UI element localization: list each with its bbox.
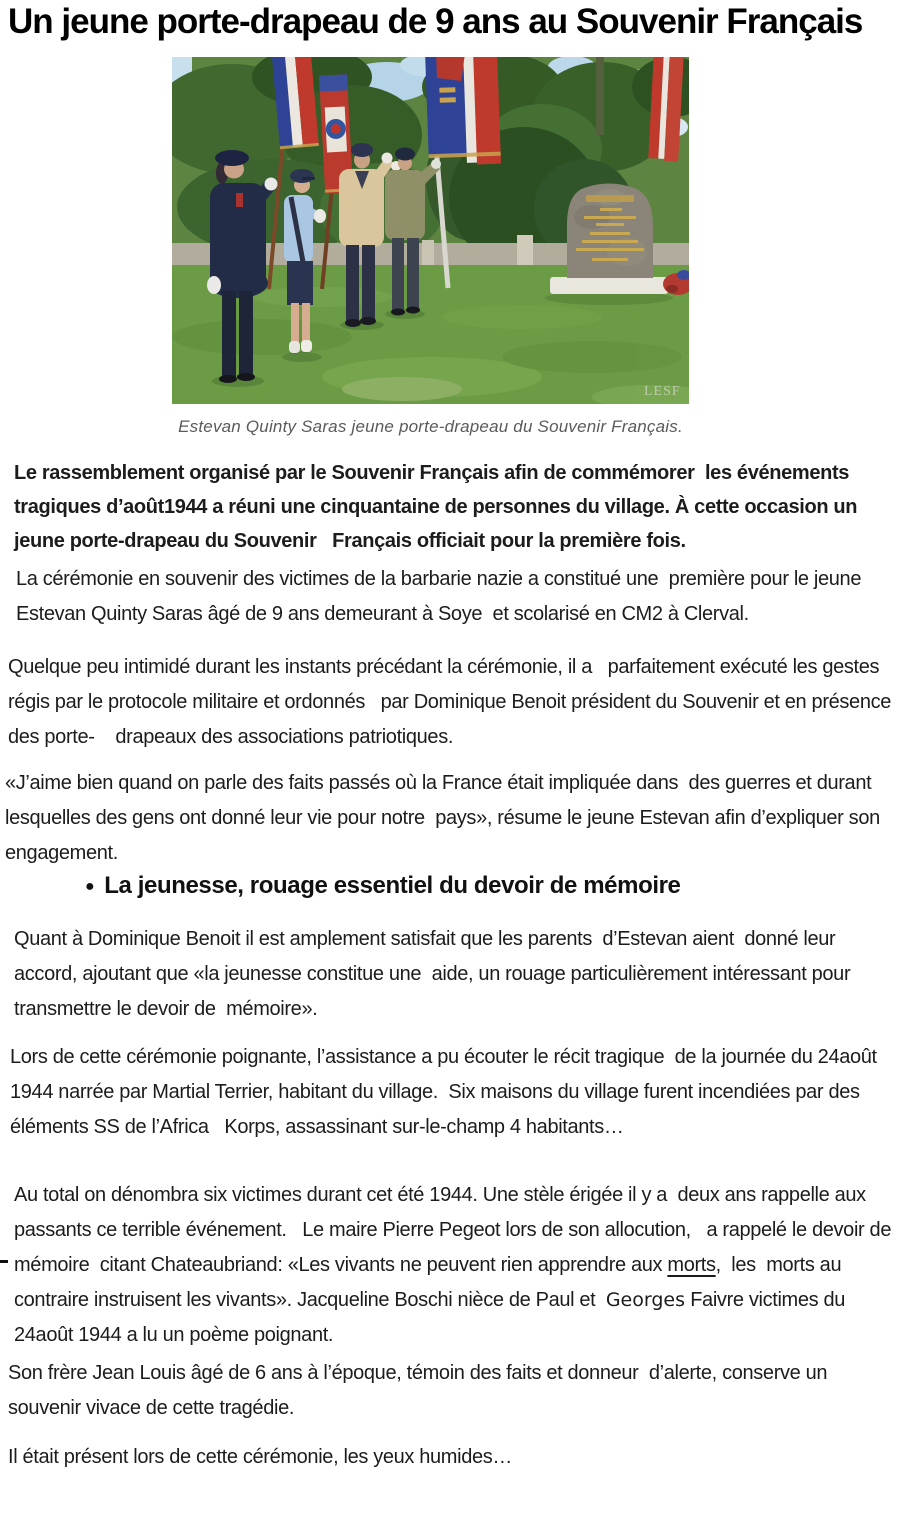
photo-watermark: LESF: [644, 384, 681, 399]
paragraph-stele: [14, 1178, 897, 1353]
paragraph-quote-estevan: «J’aime bien quand on parle des faits passés où la France était impliquée dans des guerres et durant lesquelles des gens ont donné leur vie pour notre pays», résume le jeune Estevan afin d’expliquer son engagement.: [5, 772, 886, 864]
french-flag-right-edge: [648, 57, 684, 162]
paragraph-present: Il était présent lors de cette cérémonie, les yeux humides…: [8, 1446, 513, 1468]
ceremony-photo-illustration: [172, 57, 689, 404]
underlined-word-morts: morts: [667, 1254, 716, 1276]
bullet-icon: ●: [85, 878, 95, 895]
paragraph-frere: Son frère Jean Louis âgé de 6 ans à l’époque, témoin des faits et donneur d’alerte, conserve un souvenir vivace de cette tragédie.: [8, 1362, 833, 1419]
page-title: Un jeune porte-drapeau de 9 ans au Souvenir Français: [8, 2, 863, 41]
french-flag-center: [425, 57, 501, 166]
ceremony-photo: [172, 57, 689, 404]
tree-trunk: [596, 57, 604, 135]
paragraph-text-after: Faivre victimes du 24août 1944 a lu un poème poignant.: [14, 1289, 851, 1346]
photo-caption: Estevan Quinty Saras jeune porte-drapeau du Souvenir Français.: [178, 417, 683, 436]
section-heading: [85, 872, 897, 900]
paragraph-text-before: Au total on dénombra six victimes durant cet été 1944. Une stèle érigée il y a deux ans rappelle aux passants ce terrible événement. Le maire Pierre Pegeot lors de son allocution, a rappelé le devoir de mémoire citant Chateaubriand: «Les vivants ne peuvent rien apprendre aux: [14, 1184, 897, 1276]
margin-tick: [0, 1260, 8, 1263]
stele-base: [550, 277, 668, 294]
alt-font-word-georges: Georges: [605, 1289, 685, 1311]
paragraph-ceremonie: La cérémonie en souvenir des victimes de la barbarie nazie a constitué une première pour le jeune Estevan Quinty Saras âgé de 9 ans demeurant à Soye et scolarisé en CM2 à Clerval.: [16, 568, 867, 625]
paragraph-quant: Quant à Dominique Benoit il est amplement satisfait que les parents d’Estevan aient donné leur accord, ajoutant que «la jeunesse constitue une aide, un rouage particulièrement intéressant pour transmettre le devoir de mémoire».: [14, 928, 856, 1020]
paragraph-lors: Lors de cette cérémonie poignante, l’assistance a pu écouter le récit tragique de la journée du 24août 1944 narrée par Martial Terrier, habitant du village. Six maisons du village furent incendiées par des éléments SS de l’Africa Korps, assassinant sur-le-champ 4 habitants…: [10, 1046, 882, 1138]
paragraph-intimide: Quelque peu intimidé durant les instants précédant la cérémonie, il a parfaitement exécuté les gestes régis par le protocole militaire et ordonnés par Dominique Benoit président du Souvenir et en présence des porte- drapeaux des associations patriotiques.: [8, 656, 897, 748]
lead-paragraph: Le rassemblement organisé par le Souvenir Français afin de commémorer les événements tragiques d’août1944 a réuni une cinquantaine de personnes du village. À cette occasion un jeune porte-drapeau du Souvenir Français officiait pour la première fois.: [14, 462, 863, 552]
paragraph-text-middle: , les morts au contraire instruisent les vivants». Jacqueline Boschi nièce de Paul et: [14, 1254, 847, 1311]
section-heading-text: La jeunesse, rouage essentiel du devoir de mémoire: [104, 872, 681, 899]
